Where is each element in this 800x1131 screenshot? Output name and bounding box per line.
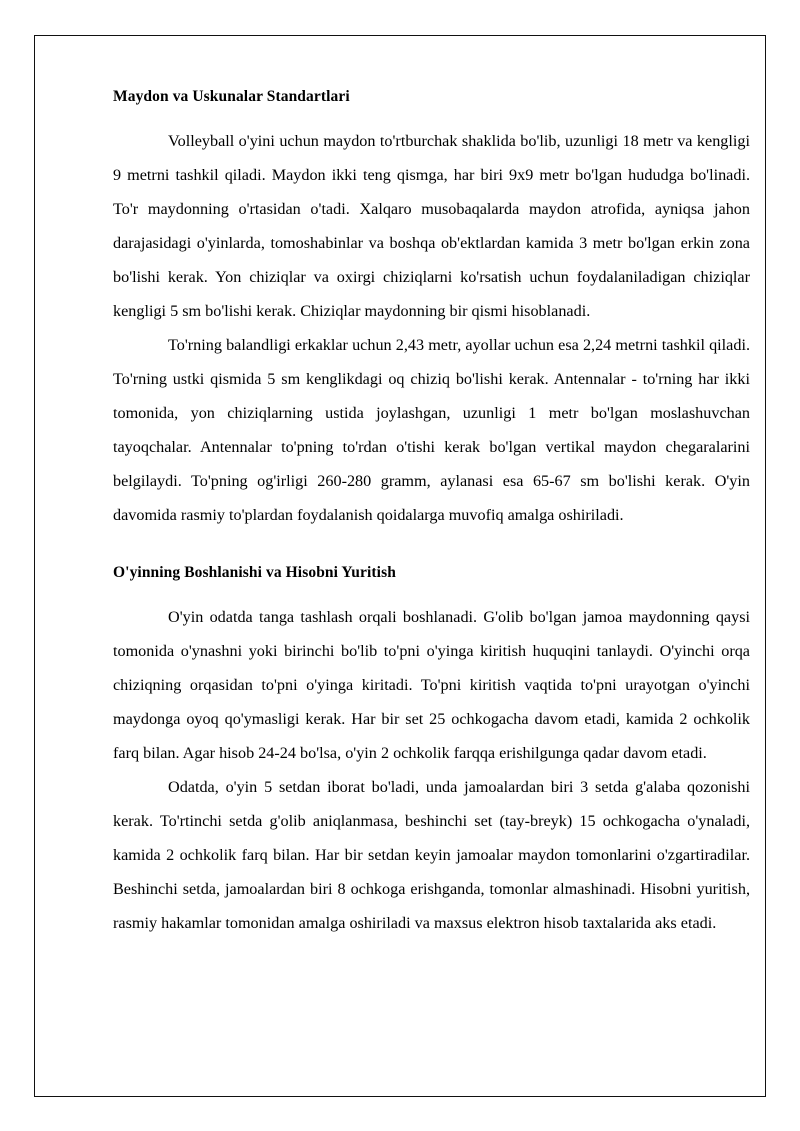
paragraph-court-dimensions: Volleyball o'yini uchun maydon to'rtburchak shaklida bo'lib, uzunligi 18 metr va kengligi 9 metrni tashkil qiladi. Maydon ikki teng qismga, har biri 9x9 metr bo'lgan hududga bo'linadi. To'r maydonning o'rtasidan o'tadi. Xalqaro musobaqalarda maydon atrofida, ayniqsa jahon darajasidagi o'yinlarda, tomoshabinlar va boshqa ob'ektlardan kamida 3 metr bo'lgan erkin zona bo'lishi kerak. Yon chiziqlar va oxirgi chiziqlarni ko'rsatish uchun foydalaniladigan chiziqlar kengligi 5 sm bo'lishi kerak. Chiziqlar maydonning bir qismi hisoblanadi.	[113, 132, 750, 320]
section-heading-maydon-va-uskunalar-standartlari: Maydon va Uskunalar Standartlari	[113, 88, 350, 105]
paragraph-net-and-ball: To'rning balandligi erkaklar uchun 2,43 metr, ayollar uchun esa 2,24 metrni tashkil qiladi. To'rning ustki qismida 5 sm kenglikdagi oq chiziq bo'lishi kerak. Antennalar - to'rning har ikki tomonida, yon chiziqlarning ustida joylashgan, uzunligi 1 metr bo'lgan moslashuvchan tayoqchalar. Antennalar to'pning to'rdan o'tishi kerak bo'lgan vertikal maydon chegaralarini belgilaydi. To'pning og'irligi 260-280 gramm, aylanasi esa 65-67 sm bo'lishi kerak. O'yin davomida rasmiy to'plardan foydalanish qoidalarga muvofiq amalga oshiriladi.	[113, 336, 750, 524]
paragraph-sets-and-tiebreak: Odatda, o'yin 5 setdan iborat bo'ladi, unda jamoalardan biri 3 setda g'alaba qozonishi kerak. To'rtinchi setda g'olib aniqlanmasa, beshinchi set (tay-breyk) 15 ochkogacha o'ynaladi, kamida 2 ochkolik farq bilan. Har bir setdan keyin jamoalar maydon tomonlarini o'zgartiradilar. Beshinchi setda, jamoalardan biri 8 ochkoga erishganda, tomonlar almashinadi. Hisobni yuritish, rasmiy hakamlar tomonidan amalga oshiriladi va maxsus elektron hisob taxtalarida aks etadi.	[113, 778, 750, 932]
paragraph-game-start-and-scoring: O'yin odatda tanga tashlash orqali boshlanadi. G'olib bo'lgan jamoa maydonning qaysi tomonida o'ynashni yoki birinchi bo'lib to'pni o'yinga kiritish huquqini tanlaydi. O'yinchi orqa chiziqning orqasidan to'pni o'yinga kiritadi. To'pni kiritish vaqtida to'pni urayotgan o'yinchi maydonga oyoq qo'ymasligi kerak. Har bir set 25 ochkogacha davom etadi, kamida 2 ochkolik farq bilan. Agar hisob 24-24 bo'lsa, o'yin 2 ochkolik farqqa erishilgunga qadar davom etadi.	[113, 608, 750, 762]
section-heading-oyinning-boshlanishi-va-hisobni-yuritish: O'yinning Boshlanishi va Hisobni Yuritish	[113, 564, 396, 581]
document-content	[113, 80, 750, 940]
